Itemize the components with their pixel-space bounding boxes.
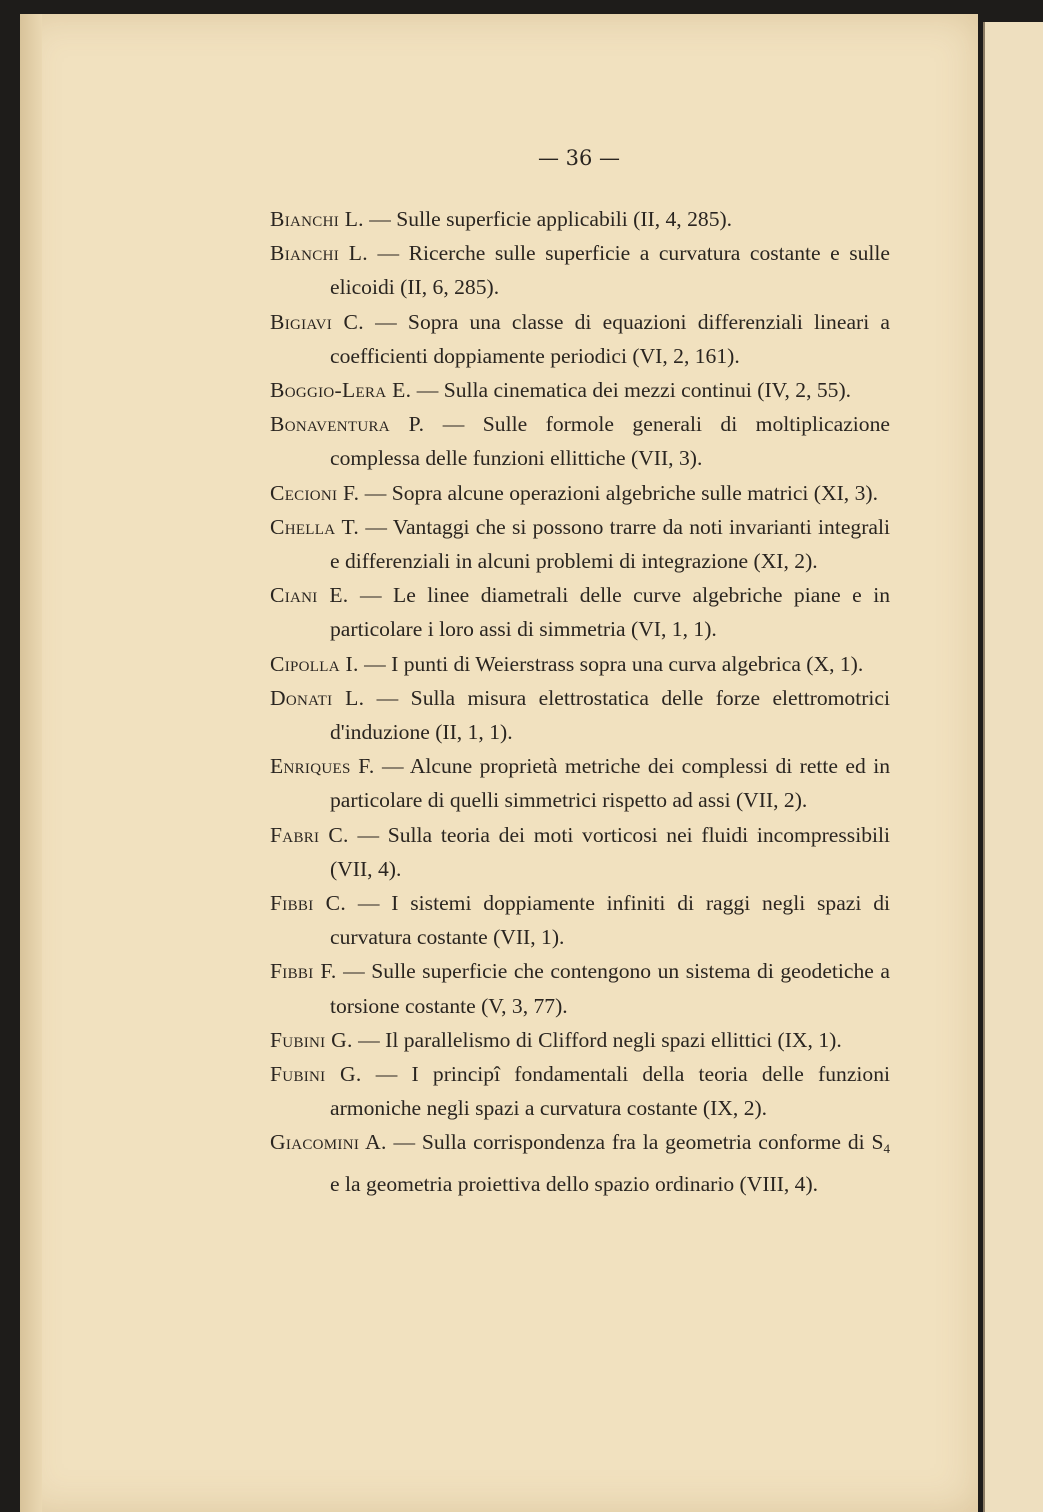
entry-author: Fubini G. (270, 1062, 362, 1087)
entry-author: Fubini G. (270, 1027, 353, 1052)
bibliography-entry (270, 510, 890, 578)
bibliography-entry (270, 954, 890, 1022)
entry-text: — Le linee diametrali delle curve algebriche piane e in particolare i loro assi di simmetria (VI, 1, 1). (330, 583, 890, 642)
entry-author: Cecioni F. (270, 480, 360, 505)
bibliography-list (270, 202, 890, 1201)
entry-author: Bianchi L. (270, 207, 364, 231)
bibliography-entry (270, 818, 890, 886)
entry-text: — Sopra una classe di equazioni differenziali lineari a coefficienti doppiamente periodici (VI, 2, 161). (330, 309, 890, 368)
entry-author: Enriques F. (270, 754, 375, 779)
entry-author: Fibbi F. (270, 959, 337, 984)
entry-author: Fibbi C. (270, 891, 347, 916)
entry-text-after: e la geometria proiettiva dello spazio ordinario (VIII, 4). (330, 1171, 819, 1196)
entry-text: — Sopra alcune operazioni algebriche sulle matrici (XI, 3). (359, 480, 878, 505)
bibliography-entry (270, 407, 890, 475)
bibliography-entry (270, 681, 890, 749)
bibliography-entry (270, 578, 890, 646)
entry-text: — Ricerche sulle superficie a curvatura costante e sulle elicoidi (II, 6, 285). (330, 241, 890, 300)
entry-author: Giacomini A. (270, 1130, 387, 1155)
entry-text: — Sulle superficie che contengono un sistema di geodetiche a torsione costante (V, 3, 77). (330, 959, 890, 1018)
bibliography-entry (270, 1125, 890, 1200)
bibliography-entry (270, 749, 890, 817)
binding-edge (20, 14, 42, 1512)
entry-text: — Sulla corrispondenza fra la geometria conforme di S (386, 1130, 884, 1155)
entry-text: — Sulla misura elettrostatica delle forze elettromotrici d'induzione (II, 1, 1). (330, 685, 890, 745)
entry-author: Boggio-Lera E. (270, 378, 412, 403)
entry-author: Donati L. (270, 685, 365, 710)
bibliography-entry (270, 647, 890, 681)
entry-author: Cipolla I. (270, 651, 359, 676)
entry-author: Bonaventura P. (270, 412, 425, 437)
entry-text: — I punti di Weierstrass sopra una curva algebrica (X, 1). (358, 651, 864, 676)
page-number: — 36 — (537, 146, 621, 170)
bibliography-entry (270, 236, 890, 304)
entry-author: Ciani E. (270, 583, 349, 608)
entry-author: Bigiavi C. (270, 309, 364, 334)
bibliography-entry (270, 1023, 890, 1057)
entry-text: — Sulle superficie applicabili (II, 4, 285). (363, 207, 733, 231)
bibliography-entry (270, 476, 890, 510)
bibliography-entry (270, 373, 890, 407)
bibliography-entry (270, 1057, 890, 1125)
entry-text: — Sulla cinematica dei mezzi continui (IV, 2, 55). (411, 378, 852, 403)
entry-text: — Sulla teoria dei moti vorticosi nei fluidi incompressibili (VII, 4). (330, 822, 890, 881)
entry-text: — I principî fondamentali della teoria delle funzioni armoniche negli spazi a curvatura costante (IX, 2). (330, 1062, 891, 1121)
entry-author: Bianchi L. (270, 241, 368, 266)
bibliography-entry (270, 886, 890, 954)
bibliography-entry (270, 202, 890, 236)
bibliography-entry (270, 305, 890, 373)
entry-text: — I sistemi doppiamente infiniti di raggi negli spazi di curvatura costante (VII, 1). (330, 891, 890, 950)
entry-author: Fabri C. (270, 822, 349, 847)
entry-text: — Il parallelismo di Clifford negli spazi ellittici (IX, 1). (352, 1027, 842, 1052)
entry-author: Chella T. (270, 514, 360, 539)
entry-text: — Vantaggi che si possono trarre da noti invarianti integrali e differenziali in alcuni problemi di integrazione (XI, 2). (330, 514, 890, 574)
entry-text: — Sulle formole generali di moltiplicazione complessa delle funzioni ellittiche (VII, 3). (330, 412, 890, 471)
entry-text: — Alcune proprietà metriche dei complessi di rette ed in particolare di quelli simmetrici rispetto ad assi (VII, 2). (330, 754, 891, 813)
entry-subscript: 4 (883, 1141, 890, 1157)
adjacent-page-edge (983, 22, 1043, 1512)
